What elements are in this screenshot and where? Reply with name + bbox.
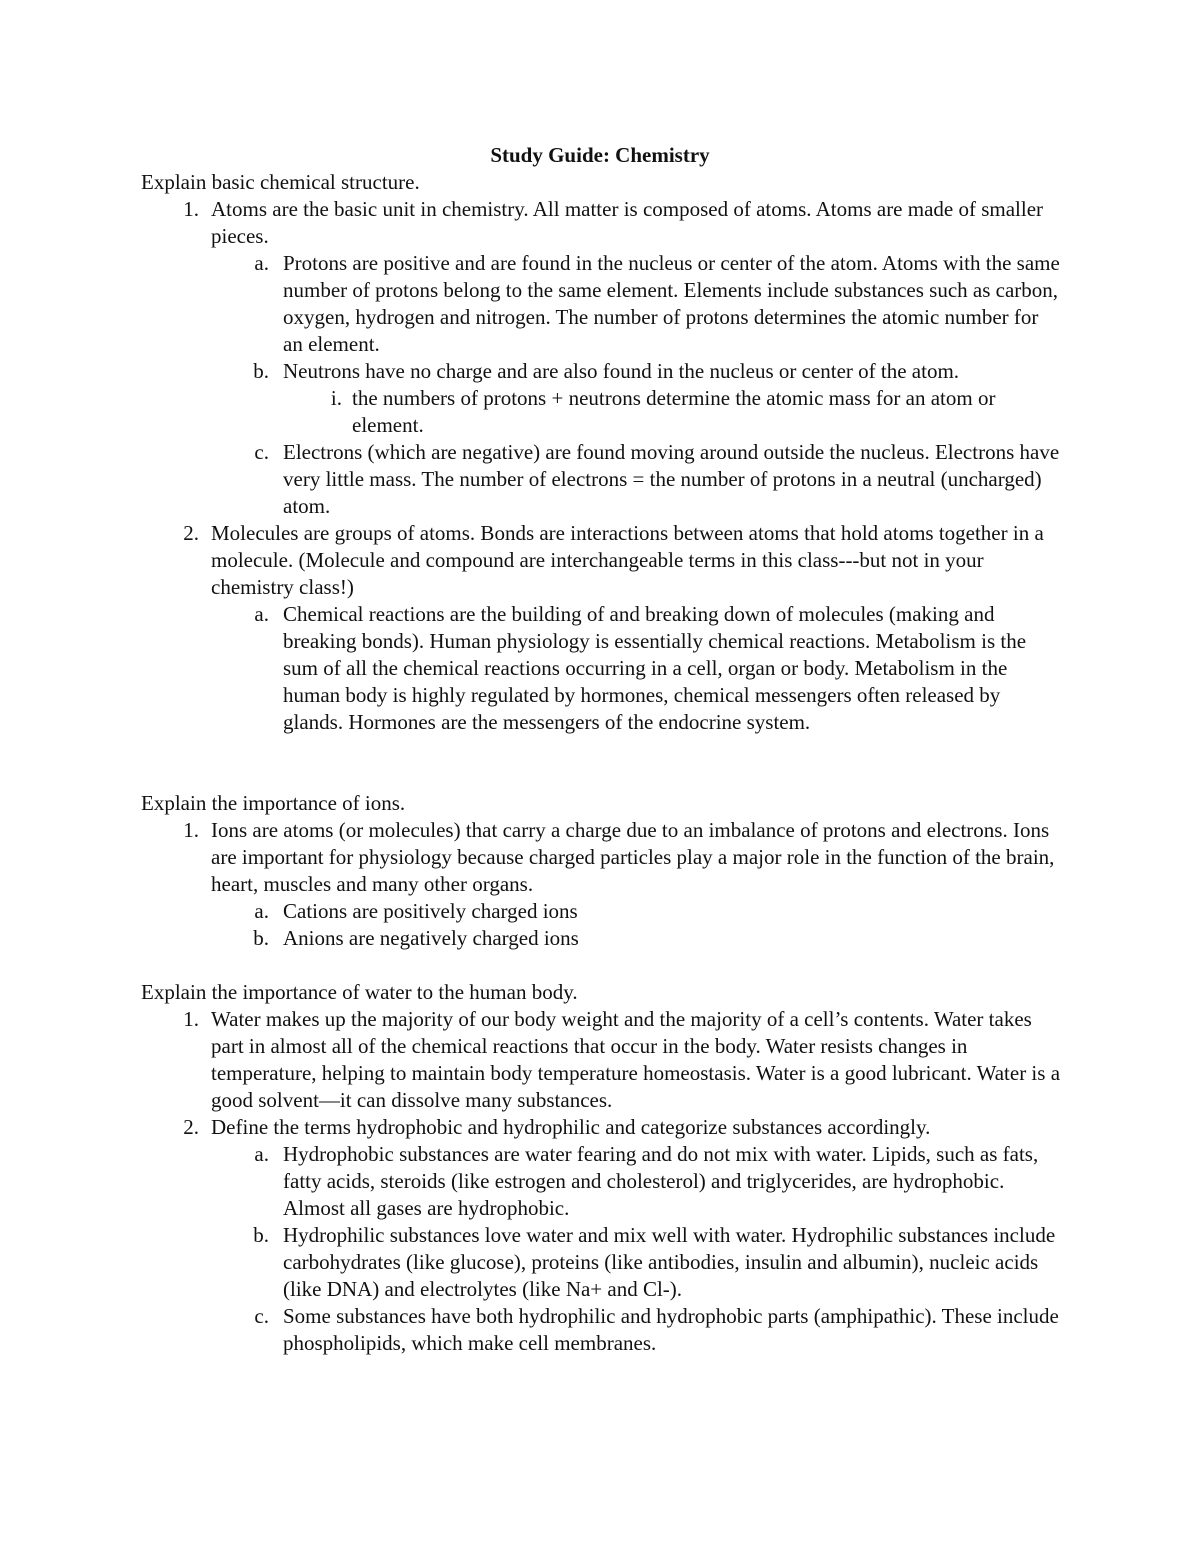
list-item-text: Water makes up the majority of our body weight and the majority of a cell’s contents. Water takes part in almost all of the chemical reactions that occur in the body. Water resists changes in temperature, helping to maintain body temperature homeostasis. Water is a good lubricant. Water is a good solvent—it can dissolve many substances.	[211, 1007, 1061, 1112]
list-item-text: the numbers of protons + neutrons determine the atomic mass for an atom or element.	[352, 386, 996, 437]
list-item-text: Atoms are the basic unit in chemistry. All matter is composed of atoms. Atoms are made of smaller pieces.	[211, 197, 1044, 248]
list-marker: b.	[253, 1223, 269, 1247]
list-marker: c.	[254, 440, 269, 464]
list-item	[183, 1114, 1061, 1141]
list-item-text: Hydrophilic substances love water and mix well with water. Hydrophilic substances include carbohydrates (like glucose), proteins (like antibodies, insulin and albumin), nucleic acids (like DNA) and electrolytes (like Na+ and Cl-).	[283, 1223, 1056, 1301]
list-marker: a.	[254, 899, 269, 923]
list-item-text: Define the terms hydrophobic and hydrophilic and categorize substances accordingly.	[211, 1115, 931, 1139]
list-item	[254, 1303, 1061, 1357]
list-item-text: Neutrons have no charge and are also found in the nucleus or center of the atom.	[283, 359, 960, 383]
list-item-text: Chemical reactions are the building of and breaking down of molecules (making and breaking bonds). Human physiology is essentially chemical reactions. Metabolism is the sum of all the chemical reactions occurring in a cell, organ or body. Metabolism in the human body is highly regulated by hormones, chemical messengers often released by glands. Hormones are the messengers of the endocrine system.	[283, 602, 1027, 734]
list-item-text: Protons are positive and are found in the nucleus or center of the atom. Atoms with the same number of protons belong to the same element. Elements include substances such as carbon, oxygen, hydrogen and nitrogen. The number of protons determines the atomic number for an element.	[283, 251, 1060, 356]
list-item	[253, 358, 1061, 385]
list-item-text: Ions are atoms (or molecules) that carry a charge due to an imbalance of protons and electrons. Ions are important for physiology because charged particles play a major role in the function of the brain, heart, muscles and many other organs.	[211, 818, 1055, 896]
list-item	[254, 439, 1061, 520]
list-item	[254, 601, 1061, 736]
list-marker: a.	[254, 251, 269, 275]
list-item	[183, 817, 1061, 898]
section-heading: Explain basic chemical structure.	[141, 170, 420, 194]
list-marker: a.	[254, 1142, 269, 1166]
list-marker: b.	[253, 359, 269, 383]
list-item-text: Some substances have both hydrophilic and hydrophobic parts (amphipathic). These include phospholipids, which make cell membranes.	[283, 1304, 1059, 1355]
list-marker: 1.	[183, 197, 199, 221]
list-item-text: Hydrophobic substances are water fearing and do not mix with water. Lipids, such as fats, fatty acids, steroids (like estrogen and cholesterol) and triglycerides, are hydrophobic. Almost all gases are hydrophobic.	[283, 1142, 1039, 1220]
list-marker: 2.	[183, 1115, 199, 1139]
list-item	[330, 385, 1061, 439]
section-heading: Explain the importance of ions.	[141, 791, 406, 815]
page-title: Study Guide: Chemistry	[490, 143, 710, 167]
list-marker: 1.	[183, 1007, 199, 1031]
list-marker: 2.	[183, 521, 199, 545]
list-item	[254, 250, 1061, 358]
list-item	[183, 1006, 1061, 1114]
list-item	[183, 196, 1061, 250]
list-item-text: Anions are negatively charged ions	[283, 926, 579, 950]
list-item	[253, 925, 1061, 952]
list-item	[254, 898, 1061, 925]
list-item-text: Electrons (which are negative) are found moving around outside the nucleus. Electrons have very little mass. The number of electrons = the number of protons in a neutral (uncharged) atom.	[283, 440, 1060, 518]
list-marker: b.	[253, 926, 269, 950]
section-heading: Explain the importance of water to the human body.	[141, 980, 578, 1004]
list-marker: 1.	[183, 818, 199, 842]
list-marker: a.	[254, 602, 269, 626]
list-item-text: Molecules are groups of atoms. Bonds are interactions between atoms that hold atoms together in a molecule. (Molecule and compound are interchangeable terms in this class---but not in your chemistry class!)	[211, 521, 1044, 599]
list-item-text: Cations are positively charged ions	[283, 899, 578, 923]
list-marker: i.	[330, 386, 342, 410]
list-marker: c.	[254, 1304, 269, 1328]
list-item	[253, 1222, 1061, 1303]
list-item	[254, 1141, 1061, 1222]
list-item	[183, 520, 1061, 601]
